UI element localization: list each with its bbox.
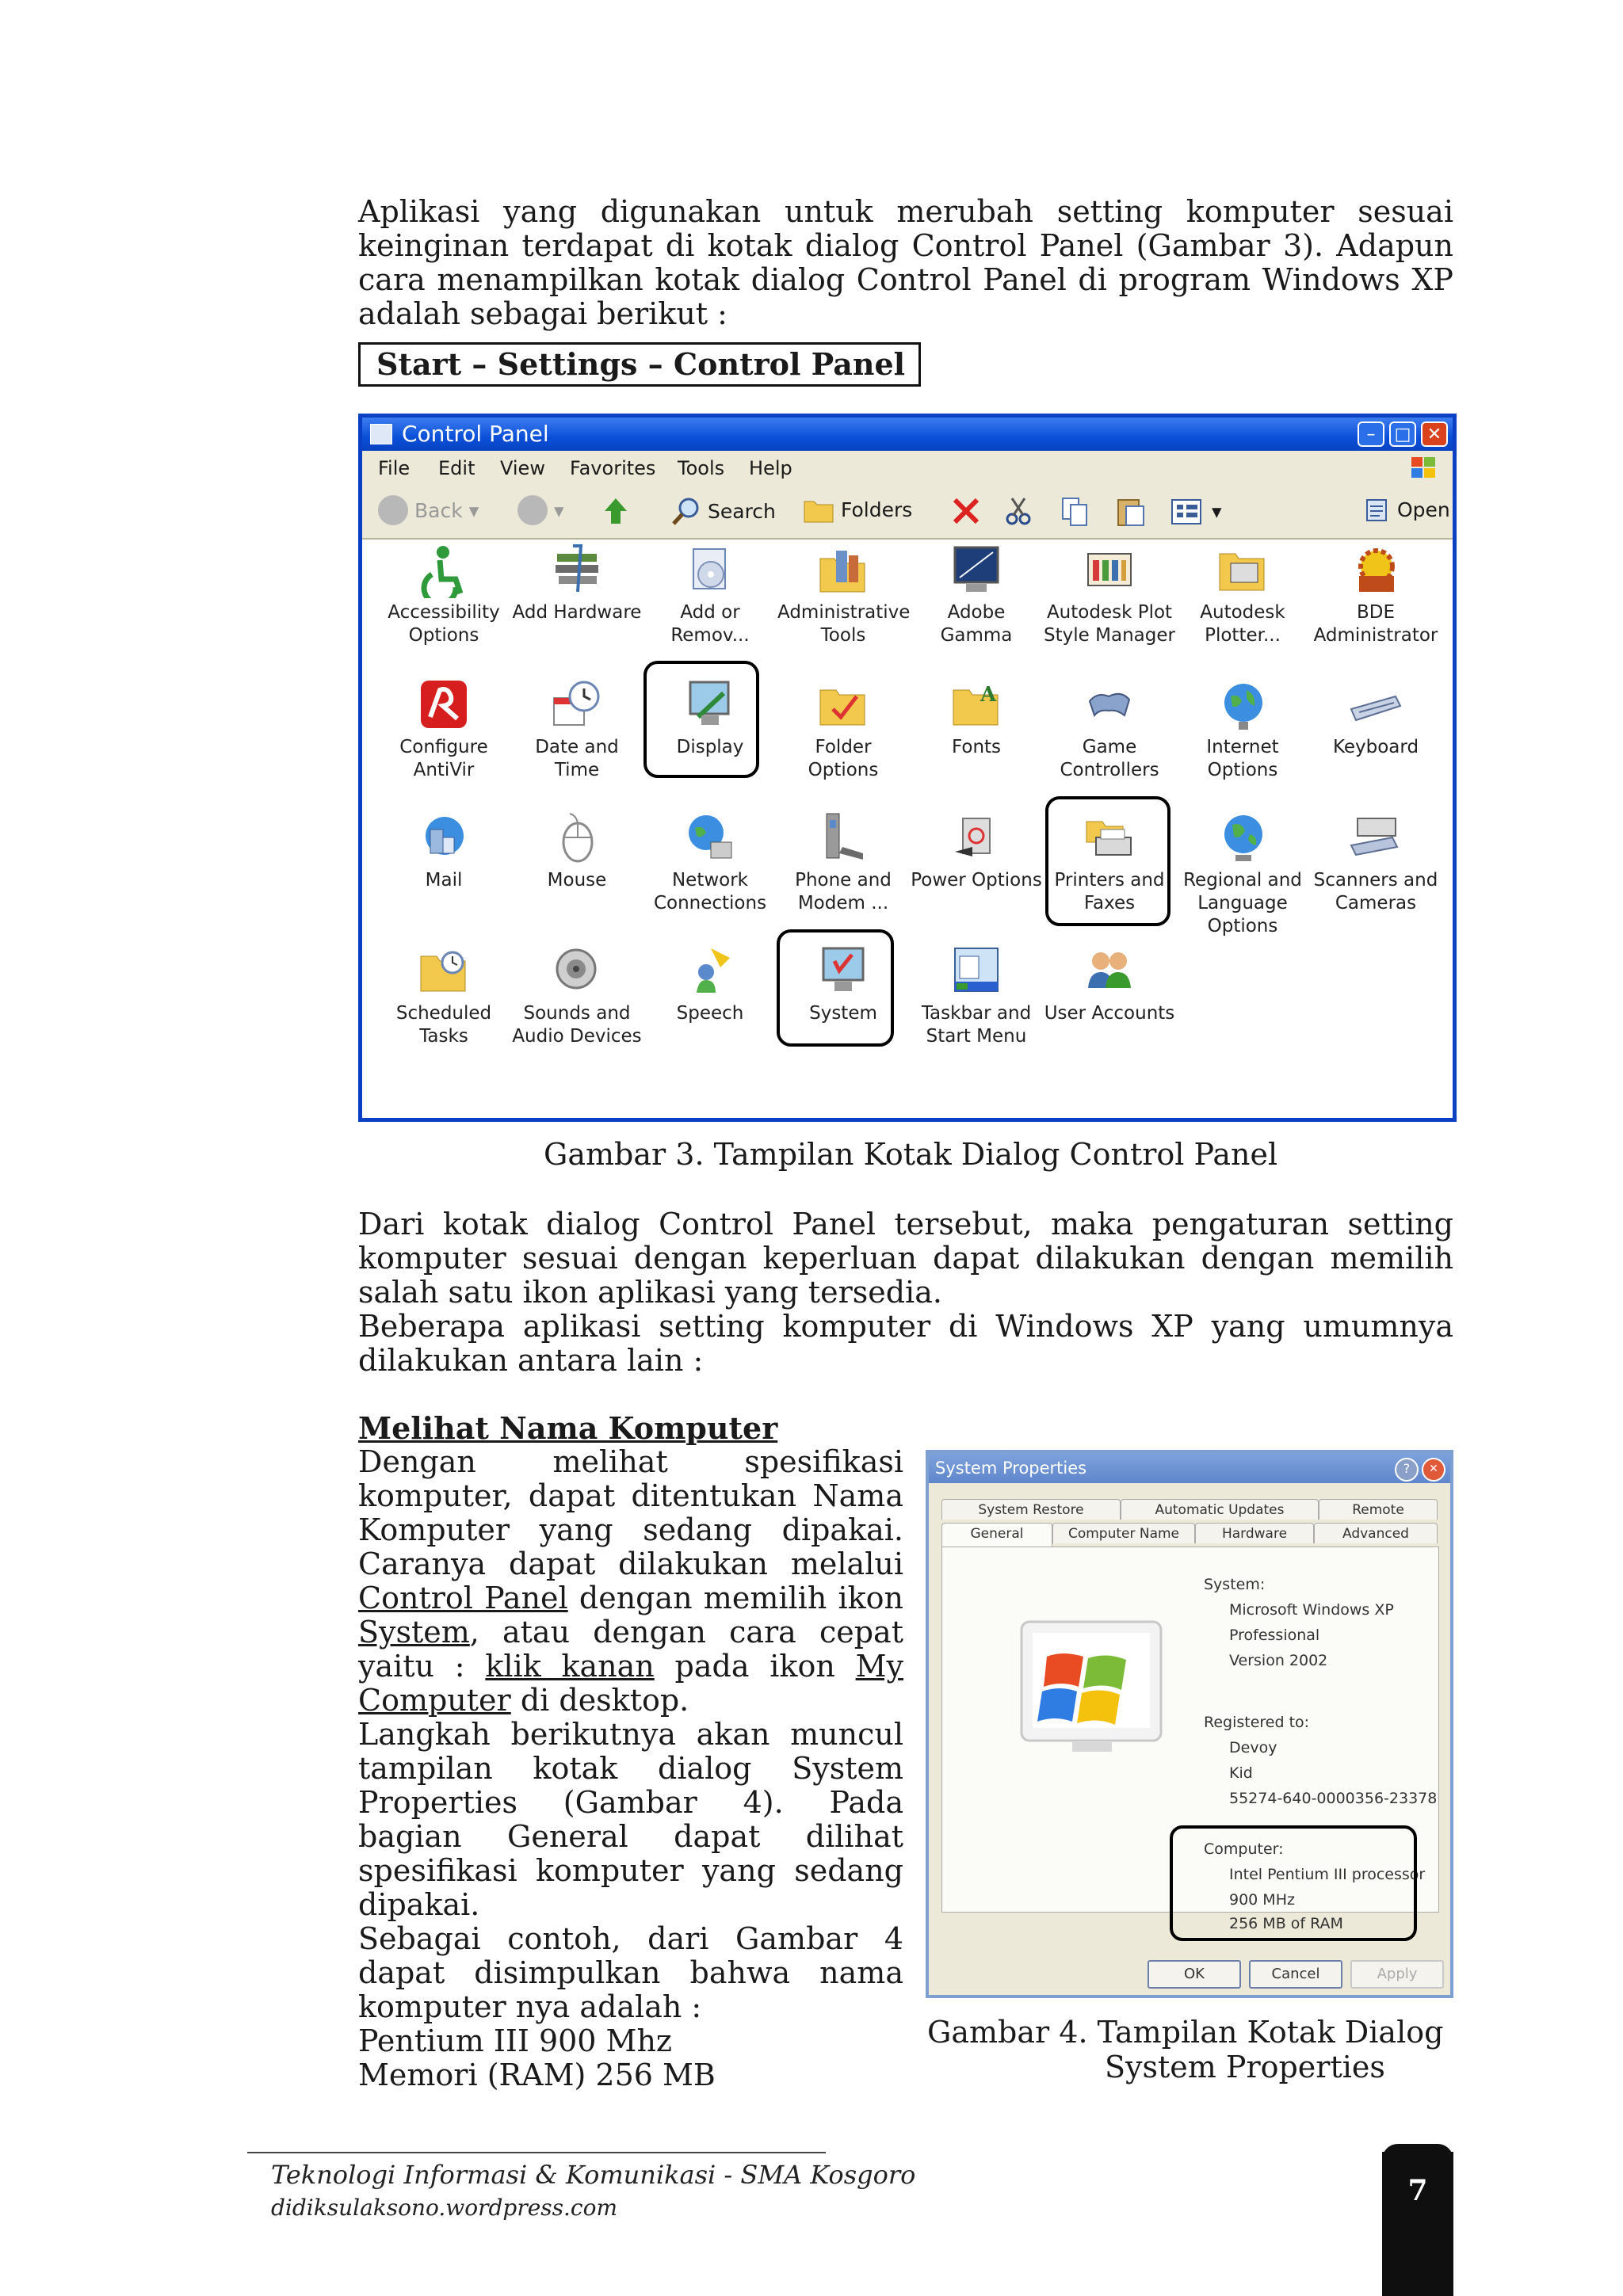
item-speech[interactable]: Speech bbox=[644, 944, 776, 1025]
tab-hardware[interactable]: Hardware bbox=[1195, 1523, 1314, 1543]
forward-button[interactable]: ▾ bbox=[517, 495, 564, 525]
item-system[interactable]: System bbox=[777, 944, 909, 1025]
windows-flag-icon bbox=[1410, 456, 1437, 479]
menu-file[interactable]: File bbox=[378, 457, 411, 479]
figure4-caption-line2: System Properties bbox=[1105, 2050, 1385, 2084]
link-system: System bbox=[358, 1615, 470, 1650]
figure3-caption: Gambar 3. Tampilan Kotak Dialog Control Panel bbox=[544, 1137, 1278, 1172]
item-scheduled-tasks[interactable]: Scheduled Tasks bbox=[378, 944, 510, 1048]
scanner-camera-icon bbox=[1348, 810, 1403, 866]
open-icon bbox=[1364, 495, 1391, 524]
link-klik-kanan: klik kanan bbox=[485, 1649, 655, 1684]
footer-divider bbox=[247, 2152, 826, 2153]
highlight-display bbox=[643, 661, 759, 778]
intro-paragraph: Aplikasi yang digunakan untuk merubah setting komputer sesuai keinginan terdapat di kotak dialog Control Panel (Gambar 3). Adapun cara menampilkan kotak dialog Control Panel di program Windows XP adalah sebagai berikut : bbox=[358, 194, 1453, 331]
back-arrow-icon bbox=[378, 495, 408, 525]
computer-ram: 256 MB of RAM bbox=[1229, 1915, 1343, 1932]
network-icon bbox=[682, 810, 738, 866]
system-label: System: bbox=[1204, 1576, 1266, 1593]
copy-button[interactable] bbox=[1060, 495, 1091, 527]
product-id: 55274-640-0000356-23378 bbox=[1229, 1790, 1438, 1807]
item-accessibility-options[interactable]: Accessibility Options bbox=[378, 543, 510, 647]
system-version: Version 2002 bbox=[1229, 1652, 1328, 1669]
item-phone-and-modem[interactable]: Phone and Modem ... bbox=[777, 810, 909, 915]
control-panel-content bbox=[362, 540, 1453, 1118]
game-controller-icon bbox=[1082, 677, 1137, 733]
maximize-button[interactable]: □ bbox=[1389, 421, 1416, 447]
autodesk-plot-style-icon bbox=[1082, 543, 1137, 598]
views-button[interactable]: ▾ bbox=[1170, 495, 1222, 527]
item-sounds-and-audio-devices[interactable]: Sounds and Audio Devices bbox=[511, 944, 643, 1048]
control-panel-window bbox=[358, 414, 1457, 1122]
tab-advanced[interactable]: Advanced bbox=[1314, 1523, 1438, 1543]
accessibility-icon bbox=[416, 543, 472, 598]
tab-automatic-updates[interactable]: Automatic Updates bbox=[1121, 1499, 1319, 1520]
speech-icon bbox=[682, 944, 738, 999]
item-taskbar-and-start-menu[interactable]: Taskbar and Start Menu bbox=[911, 944, 1042, 1048]
control-panel-titlebar bbox=[362, 418, 1453, 451]
regional-globe-icon bbox=[1215, 810, 1270, 866]
ok-button[interactable]: OK bbox=[1148, 1960, 1241, 1989]
administrative-tools-icon bbox=[815, 543, 871, 598]
footer-line1: Teknologi Informasi & Komunikasi - SMA Kosgoro bbox=[271, 2160, 916, 2190]
item-mail[interactable]: Mail bbox=[378, 810, 510, 892]
clock-icon bbox=[549, 677, 605, 733]
system-properties-title: System Properties bbox=[935, 1459, 1087, 1478]
mouse-icon bbox=[549, 810, 605, 866]
bde-administrator-icon bbox=[1348, 543, 1403, 598]
item-keyboard[interactable]: Keyboard bbox=[1310, 677, 1442, 759]
item-add-or-remove-programs[interactable]: Add or Remov... bbox=[644, 543, 776, 647]
registered-label: Registered to: bbox=[1204, 1714, 1310, 1731]
speaker-icon bbox=[549, 944, 605, 999]
item-regional-and-language-options[interactable]: Regional and Language Options bbox=[1177, 810, 1308, 938]
keyboard-icon bbox=[1348, 677, 1403, 733]
folders-button[interactable]: Folders bbox=[803, 495, 912, 524]
system-edition: Professional bbox=[1229, 1627, 1320, 1644]
scheduled-tasks-icon bbox=[416, 944, 472, 999]
page-number: 7 bbox=[1382, 2152, 1453, 2296]
fonts-icon bbox=[949, 677, 1004, 733]
item-administrative-tools[interactable]: Administrative Tools bbox=[777, 543, 909, 647]
mail-icon bbox=[416, 810, 472, 866]
highlight-computer-specs bbox=[1170, 1825, 1417, 1941]
item-configure-antivir[interactable]: Configure AntiVir bbox=[378, 677, 510, 782]
item-network-connections[interactable]: Network Connections bbox=[644, 810, 776, 915]
cancel-button[interactable]: Cancel bbox=[1249, 1960, 1342, 1989]
autodesk-plotter-icon bbox=[1215, 543, 1270, 598]
search-icon bbox=[670, 495, 701, 527]
tab-remote[interactable]: Remote bbox=[1319, 1499, 1438, 1520]
computer-label: Computer: bbox=[1204, 1840, 1284, 1858]
cut-button[interactable] bbox=[1002, 495, 1034, 527]
section-body: Dengan melihat spesifikasi komputer, dapat ditentukan Nama Komputer yang sedang dipakai. Caranya dapat dilakukan melalui Control Panel dengan memilih ikon System, atau dengan cara cepat yaitu : klik kanan pada ikon My Computer di desktop. Langkah berikutnya akan muncul tampilan kotak dialog System Properties (Gambar 4). Pada bagian General dapat dilihat spesifikasi komputer yang sedang dipakai. Sebagai contoh, dari Gambar 4 dapat disimpulkan bahwa nama komputer nya adalah : Pentium III 900 Mhz Memori (RAM) 256 MB bbox=[358, 1444, 903, 2092]
control-panel-icon bbox=[370, 424, 392, 444]
tab-computer-name[interactable]: Computer Name bbox=[1052, 1523, 1195, 1543]
registered-org: Kid bbox=[1229, 1764, 1253, 1782]
apply-button[interactable]: Apply bbox=[1350, 1960, 1444, 1989]
menu-tools[interactable]: Tools bbox=[678, 457, 725, 479]
scissors-icon bbox=[1002, 495, 1034, 527]
views-icon bbox=[1170, 495, 1205, 527]
paste-icon bbox=[1115, 495, 1147, 527]
tab-system-restore[interactable]: System Restore bbox=[941, 1499, 1121, 1520]
highlight-printers-and-faxes bbox=[1045, 796, 1170, 926]
adobe-gamma-icon bbox=[949, 543, 1004, 598]
system-properties-window bbox=[926, 1450, 1453, 1998]
dialog-close-button[interactable]: ✕ bbox=[1422, 1458, 1445, 1482]
tab-general[interactable]: General bbox=[941, 1523, 1052, 1548]
menu-bar bbox=[362, 451, 1453, 485]
windows-monitor-icon bbox=[1015, 1617, 1174, 1760]
toolbar bbox=[362, 484, 1453, 540]
delete-button[interactable] bbox=[950, 495, 982, 527]
item-display[interactable]: Display bbox=[644, 677, 776, 759]
item-internet-options[interactable]: Internet Options bbox=[1177, 677, 1308, 782]
close-button[interactable]: ✕ bbox=[1421, 421, 1448, 447]
item-scanners-and-cameras[interactable]: Scanners and Cameras bbox=[1310, 810, 1442, 915]
back-button[interactable]: Back ▾ bbox=[378, 495, 479, 525]
up-folder-button[interactable] bbox=[600, 495, 632, 527]
svg-text:A: A bbox=[980, 683, 997, 707]
menu-favorites[interactable]: Favorites bbox=[570, 457, 656, 479]
power-options-icon bbox=[949, 810, 1004, 866]
command-path: Start – Settings – Control Panel bbox=[376, 346, 906, 382]
up-arrow-icon bbox=[600, 495, 632, 527]
paragraph-2: Dari kotak dialog Control Panel tersebut, maka pengaturan setting komputer sesuai dengan keperluan dapat dilakukan dengan memilih salah satu ikon aplikasi yang tersedia. Beberapa aplikasi setting komputer di Windows XP yang umumnya dilakukan antara lain : bbox=[358, 1207, 1453, 1378]
item-printers-and-faxes[interactable]: Printers and Faxes bbox=[1044, 810, 1175, 915]
globe-icon bbox=[1215, 677, 1270, 733]
item-fonts[interactable]: A Fonts bbox=[911, 677, 1042, 759]
menu-edit[interactable]: Edit bbox=[438, 457, 475, 479]
item-autodesk-plotter-manager[interactable]: Autodesk Plotter... bbox=[1177, 543, 1308, 647]
taskbar-icon bbox=[949, 944, 1004, 999]
item-mouse[interactable]: Mouse bbox=[511, 810, 643, 892]
add-hardware-icon bbox=[549, 543, 605, 598]
menu-help[interactable]: Help bbox=[749, 457, 792, 479]
link-my-computer: My Computer bbox=[358, 1649, 903, 1718]
figure4-caption-line1: Gambar 4. Tampilan Kotak Dialog bbox=[927, 2015, 1444, 2050]
item-date-and-time[interactable]: Date and Time bbox=[511, 677, 643, 782]
antivir-icon bbox=[416, 677, 472, 733]
item-user-accounts[interactable]: User Accounts bbox=[1044, 944, 1175, 1025]
minimize-button[interactable]: – bbox=[1358, 421, 1384, 447]
item-folder-options[interactable]: Folder Options bbox=[777, 677, 909, 782]
registered-name: Devoy bbox=[1229, 1739, 1277, 1756]
item-power-options[interactable]: Power Options bbox=[911, 810, 1042, 892]
command-path-box bbox=[358, 342, 921, 387]
computer-processor: Intel Pentium III processor bbox=[1229, 1866, 1426, 1883]
search-button[interactable]: Search bbox=[670, 495, 776, 527]
section-heading: Melihat Nama Komputer bbox=[358, 1410, 778, 1446]
item-game-controllers[interactable]: Game Controllers bbox=[1044, 677, 1175, 782]
link-control-panel: Control Panel bbox=[358, 1581, 568, 1615]
system-os: Microsoft Windows XP bbox=[1229, 1601, 1394, 1619]
item-add-hardware[interactable]: Add Hardware bbox=[511, 543, 643, 624]
add-remove-programs-icon bbox=[682, 543, 738, 598]
help-button[interactable]: ? bbox=[1395, 1458, 1419, 1482]
folder-options-icon bbox=[815, 677, 871, 733]
folder-icon bbox=[803, 495, 834, 524]
highlight-system bbox=[777, 929, 894, 1047]
delete-icon bbox=[950, 495, 982, 527]
item-adobe-gamma[interactable]: Adobe Gamma bbox=[911, 543, 1042, 647]
phone-modem-icon bbox=[815, 810, 871, 866]
open-button[interactable]: Open bbox=[1364, 495, 1450, 524]
item-autodesk-plot-style-manager[interactable]: Autodesk Plot Style Manager bbox=[1044, 543, 1175, 647]
system-properties-titlebar bbox=[929, 1453, 1450, 1483]
menu-view[interactable]: View bbox=[500, 457, 545, 479]
item-bde-administrator[interactable]: BDE Administrator bbox=[1310, 543, 1442, 647]
paste-button[interactable] bbox=[1115, 495, 1147, 527]
window-title: Control Panel bbox=[402, 421, 549, 447]
footer-line2: didiksulaksono.wordpress.com bbox=[271, 2195, 618, 2221]
copy-icon bbox=[1060, 495, 1091, 527]
forward-arrow-icon bbox=[517, 495, 548, 525]
user-accounts-icon bbox=[1082, 944, 1137, 999]
computer-speed: 900 MHz bbox=[1229, 1891, 1295, 1909]
